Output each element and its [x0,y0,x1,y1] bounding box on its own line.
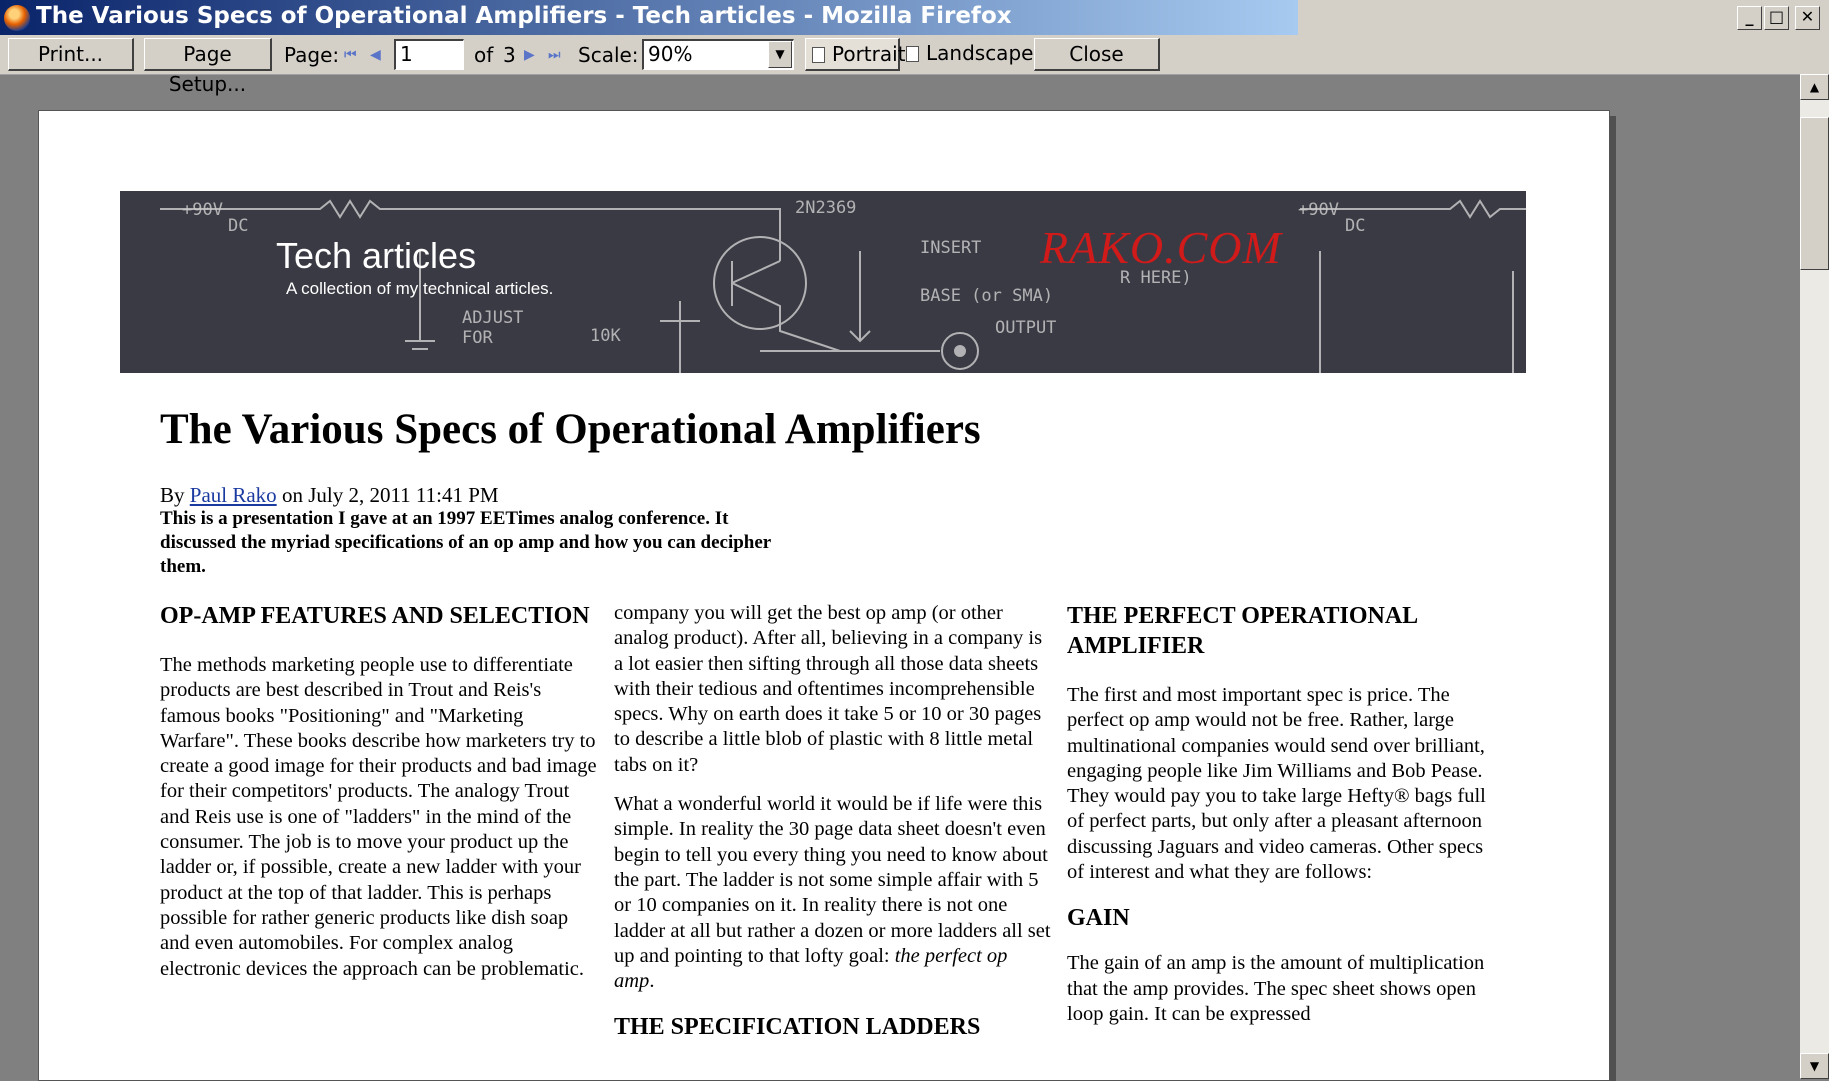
scale-dropdown-icon[interactable]: ▼ [768,41,792,68]
paragraph-wonderful-world [614,792,1051,994]
sketch-label-10k: 10K [590,326,621,346]
scroll-up-button[interactable]: ▲ [1800,74,1829,100]
sketch-label-output: OUTPUT [995,318,1057,338]
paragraph-price: The first and most important spec is price. The perfect op amp would not be free. Rather, large multinational companies would send over brilliant, engaging people like Jim Williams and Bob Pease. They would pay you to take large Hefty® bags full of perfect parts, but only after a pleasant afternoon discussing Jaguars and video cameras. Other specs of interest and what they are follows: [1067,684,1486,884]
of-label: of [474,43,494,67]
page-setup-button[interactable]: Page Setup... [144,38,272,71]
scroll-down-button[interactable]: ▼ [1800,1053,1829,1079]
landscape-page-icon [906,46,919,62]
article-column-2 [614,601,1051,1042]
sketch-label-for: FOR [462,328,493,348]
site-tagline: A collection of my technical articles. [286,279,554,298]
sketch-label-voltage-right: +90V [1298,200,1339,220]
sketch-label-base: BASE (or SMA) [920,286,1054,306]
post-date: on July 2, 2011 11:41 PM [281,483,499,507]
by-label: By [160,483,185,507]
site-banner [120,191,1526,373]
last-page-icon[interactable]: ⏭ [548,47,561,63]
site-title[interactable]: Tech articles [276,235,477,276]
section-heading-perfect: THE PERFECT OPERATIONAL AMPLIFIER [1067,603,1417,659]
perfect-op-amp-emphasis: the perfect op amp [614,944,1008,993]
close-preview-button[interactable]: Close [1034,38,1160,71]
close-window-button[interactable]: ✕ [1795,6,1820,30]
next-page-icon[interactable]: ▶ [524,47,535,63]
paragraph-gain: The gain of an amp is the amount of multiplication that the amp provides. The spec sheet shows open loop gain. It can be expressed [1067,952,1485,1025]
site-logo: RAKO.COM [1040,222,1282,273]
portrait-page-icon [812,47,825,63]
article-column-3 [1067,601,1504,1027]
sketch-label-dc-right: DC [1345,216,1366,236]
article-title: The Various Specs of Operational Amplifiers [160,406,981,453]
scale-select[interactable]: 90% [642,39,794,70]
section-heading-features: OP-AMP FEATURES AND SELECTION [160,603,590,629]
section-heading-ladders: THE SPECIFICATION LADDERS [614,1014,981,1041]
print-preview-toolbar [0,35,1829,96]
scroll-thumb[interactable] [1800,117,1829,270]
sketch-label-voltage-left: +90V [182,200,223,220]
paragraph-company: company you will get the best op amp (or other analog product). After all, believing in a company is a lot easier then sifting through all those data sheets with their tedious and oftentimes incomprehensible specs. Why on earth does it take 5 or 10 or 30 pages to describe a little blob of plastic with 8 little metal tabs on it? [614,602,1043,776]
page-total: 3 [503,43,516,67]
preview-page [38,110,1610,1081]
paragraph-marketing: The methods marketing people use to differentiate products are best described in Trout and Reis's famous books "Positioning" and "Marketing Warfare". These books describe how marketers try to create a good image for their products and bad image for their competitors' products. The analogy Trout and Reis use is one of "ladders" in the mind of the consumer. The job is to move your product up the ladder or, if possible, create a new ladder with your product at the top of that ladder. This is perhaps possible for rather generic products like dish soap and even automobiles. For complex analog electronic devices the approach can be problematic. [160,654,597,980]
article-column-1 [160,601,597,982]
paragraph-end: . [649,970,655,993]
first-page-icon[interactable]: ⏮ [344,47,357,63]
landscape-option[interactable] [900,38,1034,71]
landscape-label: Landscape [926,41,1034,65]
article-abstract: This is a presentation I gave at an 1997 EETimes analog conference. It discussed the myriad specifications of an op amp and how you can decipher them. [160,508,771,577]
paragraph-wonderful-world-text: What a wonderful world it would be if life were this simple. In reality the 30 page data sheet doesn't even begin to tell you every thing you need to know about the part. The ladder is not some simple affair with 5 or 10 companies on it. In reality there is not one ladder at all but rather a dozen or more ladders all set up and pointing to that lofty goal: [614,793,1051,967]
page-number-input[interactable]: 1 [394,39,464,70]
byline [160,483,499,508]
title-bar[interactable] [0,0,1829,35]
sketch-label-transistor: 2N2369 [795,198,857,218]
firefox-icon [4,5,30,31]
sketch-label-insert: INSERT [920,238,982,258]
maximize-button[interactable]: □ [1764,6,1789,30]
sketch-label-adjust: ADJUST [462,308,524,328]
page-label: Page: [284,43,340,67]
window-title: The Various Specs of Operational Amplifiers - Tech articles - Mozilla Firefox [36,3,1012,29]
author-link[interactable]: Paul Rako [189,483,277,507]
previous-page-icon[interactable]: ◀ [370,47,381,63]
portrait-label: Portrait [832,42,906,66]
minimize-button[interactable]: _ [1737,6,1762,30]
sketch-label-dc-left: DC [228,216,249,236]
vertical-scrollbar[interactable] [1800,74,1829,1079]
scale-label: Scale: [578,43,639,67]
print-button[interactable]: Print... [8,38,134,71]
sketch-label-r-here: R HERE) [1120,268,1192,288]
portrait-option[interactable] [805,38,906,71]
section-heading-gain: GAIN [1067,905,1130,932]
